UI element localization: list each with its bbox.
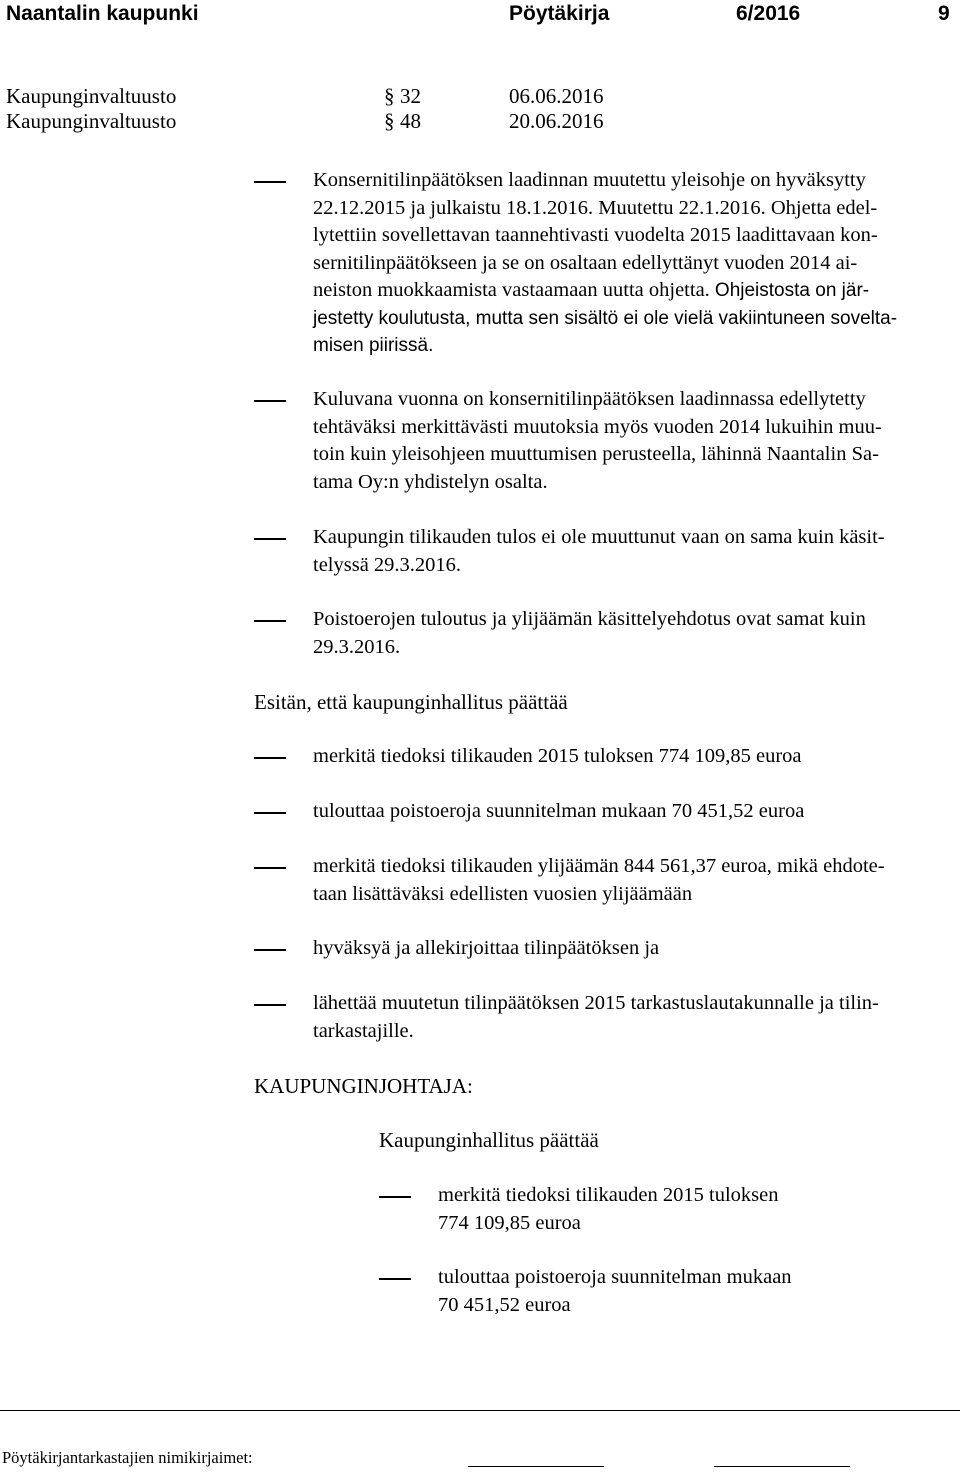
meta-date-1: 06.06.2016 — [509, 84, 604, 108]
bullet-a3: Kaupungin tilikauden tulos ei ole muuttunut vaan on sama kuin käsit- telyssä 29.3.2016. — [313, 526, 885, 576]
dash-bullet — [254, 867, 286, 869]
meta-section-1: 32 — [400, 84, 421, 108]
document-type: Pöytäkirja — [509, 2, 610, 25]
dash-bullet — [254, 1004, 286, 1006]
bullet-b5: lähettää muutetun tilinpäätöksen 2015 tarkastuslautakunnalle ja tilin- tarkastajille. — [313, 992, 879, 1042]
bullet-b1: merkitä tiedoksi tilikauden 2015 tuloksen 774 109,85 euroa — [313, 745, 802, 767]
initials-line-1[interactable] — [468, 1466, 604, 1467]
page-number: 9 — [938, 2, 950, 25]
footer-divider — [0, 1410, 960, 1411]
bullet-c1: merkitä tiedoksi tilikauden 2015 tuloksen 774 109,85 euroa — [438, 1184, 779, 1234]
dash-bullet — [254, 181, 286, 183]
bullet-c2: tulouttaa poistoeroja suunnitelman mukaan 70 451,52 euroa — [438, 1266, 792, 1316]
section-symbol: § — [384, 109, 395, 133]
mayor-label: KAUPUNGINJOHTAJA: — [254, 1074, 473, 1098]
meta-section-2: 48 — [400, 109, 421, 133]
dash-bullet — [254, 620, 286, 622]
bullet-b2: tulouttaa poistoeroja suunnitelman mukaan 70 451,52 euroa — [313, 800, 805, 822]
bullet-b4: hyväksyä ja allekirjoittaa tilinpäätöksen ja — [313, 937, 660, 959]
issue-number: 6/2016 — [736, 2, 801, 25]
initials-line-2[interactable] — [714, 1466, 850, 1467]
dash-bullet — [254, 949, 286, 951]
dash-bullet — [254, 400, 286, 402]
initials-label: Pöytäkirjantarkastajien nimikirjaimet: — [2, 1448, 253, 1467]
bullet-a2: Kuluvana vuonna on konsernitilinpäätöksen laadinnassa edellytetty tehtäväksi merkittävästi muutoksia myös vuoden 2014 lukuihin muu- toin kuin yleisohjeen muuttumisen perusteella, lähinnä Naantalin Sa- tama Oy:n yhdistelyn osalta. — [313, 388, 882, 493]
dash-bullet — [379, 1196, 411, 1198]
meta-body-2: Kaupunginvaltuusto — [6, 109, 177, 133]
decision-intro: Kaupunginhallitus päättää — [379, 1128, 599, 1152]
bullet-b3: merkitä tiedoksi tilikauden ylijäämän 844 561,37 euroa, mikä ehdote- taan lisättäväksi edellisten vuosien ylijäämään — [313, 855, 885, 905]
section-symbol: § — [384, 84, 395, 108]
bullet-a1: Konsernitilinpäätöksen laadinnan muutettu yleisohje on hyväksytty 22.12.2015 ja julkaistu 18.1.2016. Muutettu 22.1.2016. Ohjetta edel- lytettiin sovellettavan taannehtivasti vuodelta 2015 laadittavaan kon- sernitilinpäätökseen ja se on osaltaan edellyttänyt vuoden 2014 ai- neiston muokkaamista vastaamaan uutta ohjetta. Ohjeistosta on jär- jestetty koulutusta, mutta sen sisältö ei ole vielä vakiintuneen soveltа- misen piirissä. — [313, 169, 898, 356]
bullet-a4: Poistoerojen tuloutus ja ylijäämän käsittelyehdotus ovat samat kuin 29.3.2016. — [313, 608, 866, 658]
dash-bullet — [254, 757, 286, 759]
meta-body-1: Kaupunginvaltuusto — [6, 84, 177, 108]
proposal-intro: Esitän, että kaupunginhallitus päättää — [254, 690, 568, 714]
dash-bullet — [254, 812, 286, 814]
dash-bullet — [379, 1278, 411, 1280]
dash-bullet — [254, 538, 286, 540]
meta-date-2: 20.06.2016 — [509, 109, 604, 133]
org-name: Naantalin kaupunki — [6, 2, 199, 25]
